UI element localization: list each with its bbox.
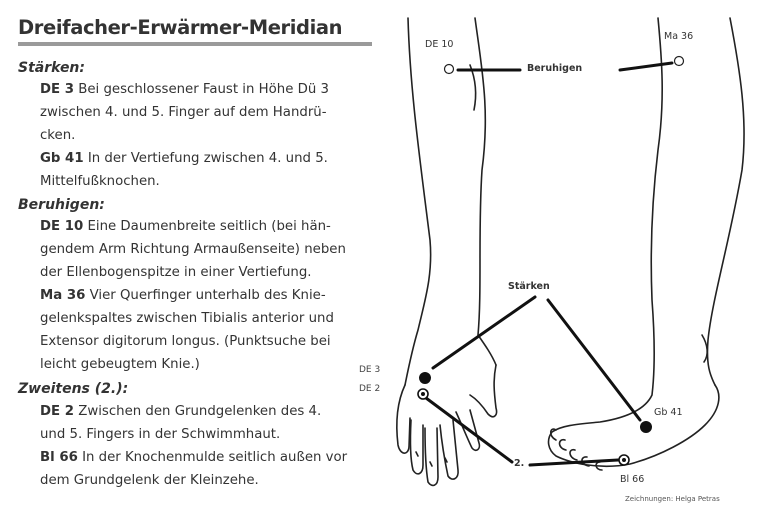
toe-3	[570, 450, 577, 460]
point-ma36	[675, 57, 684, 66]
label-de3: DE 3	[359, 365, 381, 375]
de10-desc-3: der Ellenbogenspitze in einer Vertiefung.	[40, 265, 312, 280]
code-de10: DE 10	[40, 219, 84, 234]
label-bl66: Bl 66	[620, 474, 645, 485]
leader-two-hand	[426, 398, 512, 462]
code-de3: DE 3	[40, 82, 75, 97]
leg-outline-right	[707, 18, 744, 385]
de3-desc-1: Bei geschlossener Faust in Höhe Dü 3	[78, 82, 329, 97]
illustration-credit: Zeichnungen: Helga Petras	[625, 495, 720, 503]
leader-staerken-foot	[548, 300, 640, 420]
point-bl66-center	[622, 458, 626, 462]
code-gb41: Gb 41	[40, 151, 84, 166]
leader-two-foot	[530, 460, 618, 465]
elbow-detail	[470, 65, 476, 110]
ma36-desc-3: Extensor digitorum longus. (Punktsuche bei	[40, 334, 331, 349]
bl66-desc-2: dem Grundgelenk der Kleinzehe.	[40, 473, 259, 488]
finger-3	[440, 420, 458, 479]
ma36-desc-1: Vier Querfinger unterhalb des Knie-	[89, 288, 326, 303]
label-de2: DE 2	[359, 384, 381, 394]
gb41-desc-1: In der Vertiefung zwischen 4. und 5.	[87, 151, 328, 166]
knuckle-lines	[416, 452, 447, 466]
leg-outline-left	[549, 18, 719, 466]
ma36-desc-2: gelenkspaltes zwischen Tibialis anterior und	[40, 311, 334, 326]
de10-desc-2: gendem Arm Richtung Armaußenseite) neben	[40, 242, 346, 257]
label-staerken: Stärken	[508, 281, 550, 292]
de3-desc-3: cken.	[40, 128, 76, 143]
leader-ma36	[620, 63, 672, 70]
thumb	[470, 365, 497, 417]
label-gb41: Gb 41	[654, 407, 683, 418]
heading-staerken: Stärken:	[18, 60, 85, 76]
code-bl66: Bl 66	[40, 450, 78, 465]
ma36-desc-4: leicht gebeugtem Knie.)	[40, 357, 200, 372]
heading-beruhigen: Beruhigen:	[18, 197, 105, 213]
label-ma36: Ma 36	[664, 31, 694, 42]
de10-desc-1: Eine Daumenbreite seitlich (bei hän-	[87, 219, 331, 234]
hand-outline	[397, 385, 410, 453]
arm-outline-left	[405, 18, 431, 385]
de2-desc-1: Zwischen den Grundgelenken des 4.	[78, 404, 322, 419]
leader-staerken-hand	[433, 297, 535, 368]
page-title: Dreifacher-Erwärmer-Meridian	[18, 16, 343, 39]
finger-1	[410, 420, 423, 474]
label-de10: DE 10	[425, 39, 454, 50]
point-de10	[445, 65, 454, 74]
bl66-desc-1: In der Knochenmulde seitlich außen vor	[82, 450, 348, 465]
ankle-detail	[702, 335, 707, 362]
finger-2	[425, 428, 438, 485]
heading-zweitens: Zweitens (2.):	[18, 381, 129, 397]
label-two: 2.	[514, 458, 525, 469]
toe-2	[560, 440, 567, 450]
gb41-desc-2: Mittelfußknochen.	[40, 174, 160, 189]
point-gb41	[640, 421, 652, 433]
point-de2-center	[421, 392, 425, 396]
de2-desc-2: und 5. Fingers in der Schwimmhaut.	[40, 427, 281, 442]
label-beruhigen: Beruhigen	[527, 63, 583, 74]
code-ma36: Ma 36	[40, 288, 86, 303]
point-de3	[419, 372, 431, 384]
de3-desc-2: zwischen 4. und 5. Finger auf dem Handrü-	[40, 105, 327, 120]
code-de2: DE 2	[40, 404, 75, 419]
